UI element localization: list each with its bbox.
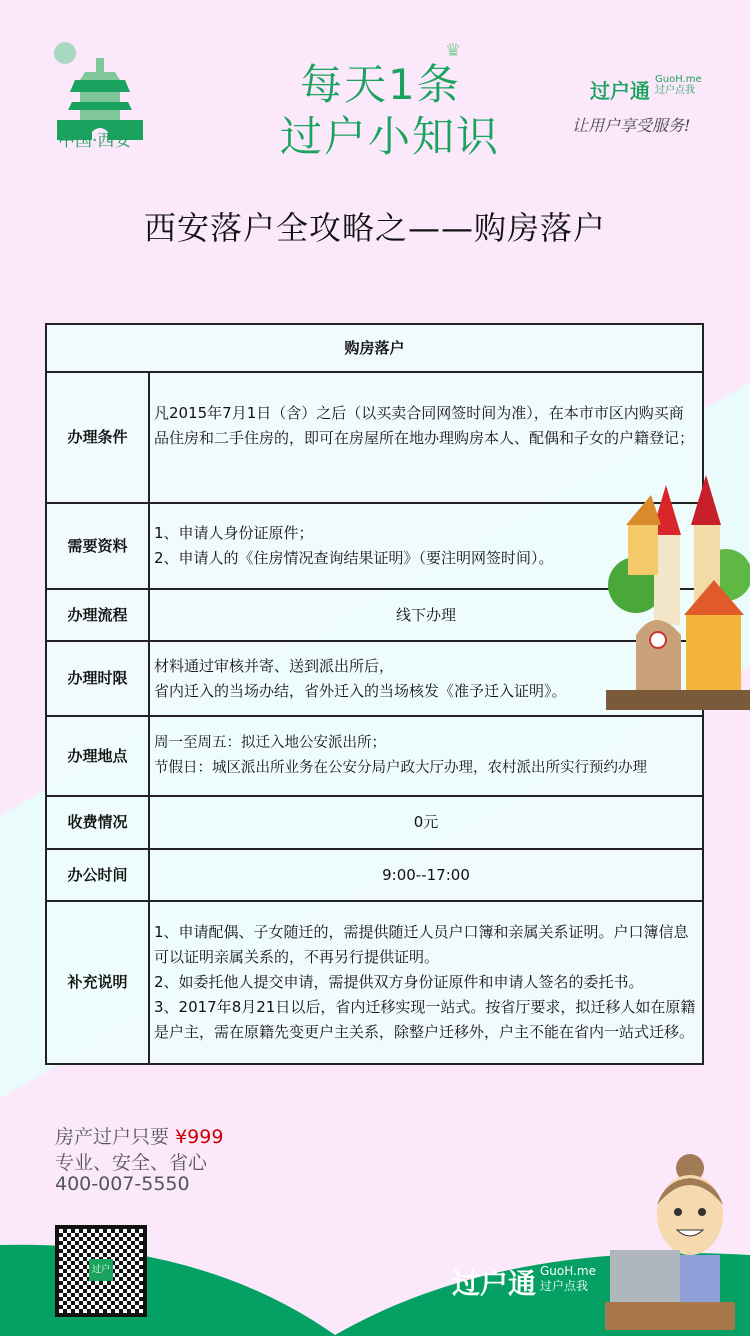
price-label: 房产过户只要 [55,1126,170,1148]
row-value: 省内迁入的当场办结，省外迁入的当场核发《准予迁入证明》。 [154,681,567,700]
table-row [46,796,703,849]
row-value: 节假日：城区派出所业务在公安分局户政大厅办理，农村派出所实行预约办理 [154,760,647,776]
row-label: 办理时限 [46,641,149,716]
row-label: 补充说明 [46,901,149,1064]
city-logo-text: 中国·西安 [58,131,132,151]
row-label: 办理流程 [46,589,149,641]
table-row [46,503,703,589]
row-value: 3、2017年8月21日以后，省内迁移实现一站式。按省厅要求，拟迁移人如在原籍是户主，需在原籍先变更户主关系，除整户迁移外，户主不能在省内一站式迁移。 [154,998,696,1041]
page-title: 西安落户全攻略之——购房落户 [143,209,606,247]
row-value: 9:00--17:00 [149,849,703,901]
table-heading: 购房落户 [46,324,703,372]
brand-sub: 过户点我 [655,85,695,96]
row-label: 办理地点 [46,716,149,796]
table-row [46,849,703,901]
table-row [46,372,703,503]
table-row [46,901,703,1064]
footer-brand-sub-text: 过户点我 [540,1279,589,1293]
row-value: 1、申请配偶、子女随迁的，需提供随迁人员户口簿和亲属关系证明。户口簿信息可以证明亲属关系的，不再另行提供证明。 [154,923,689,966]
row-value: 2、申请人的《住房情况查询结果证明》（要注明网签时间）。 [154,549,554,567]
row-value: 材料通过审核并寄、送到派出所后， [154,656,395,675]
footer-brand-domain: GuoH.me [540,1264,596,1278]
row-label: 办理条件 [46,372,149,503]
price-value: ¥999 [175,1126,224,1148]
qr-label: 过户 [89,1259,113,1281]
brand-domain: GuoH.me [655,74,702,85]
cartoon-town-illustration [606,465,750,715]
table-row [46,589,703,641]
row-value: 凡2015年7月1日（含）之后（以买卖合同网签时间为准），在本市市区内购买商品住房和二手住房的，即可在房屋所在地办理购房本人、配偶和子女的户籍登记； [154,404,695,447]
row-label: 办公时间 [46,849,149,901]
table-row [46,716,703,796]
price-line [55,1122,223,1149]
row-value: 线下办理 [149,589,703,641]
phone-number: 400-007-5550 [55,1173,190,1195]
crown-icon: ♛ [445,40,462,61]
row-label: 需要资料 [46,503,149,589]
slogan-line2: 过户小知识 [280,112,501,161]
brand-logo: 过户通 [590,79,650,103]
row-value: 0元 [149,796,703,849]
slogan-line1: 每天1条 [300,60,461,109]
brand-logo-sub [655,74,702,96]
table-row [46,641,703,716]
features-text: 专业、安全、省心 [55,1152,208,1174]
row-value: 2、如委托他人提交申请，需提供双方身份证原件和申请人签名的委托书。 [154,973,644,991]
row-label: 收费情况 [46,796,149,849]
tagline: 让用户享受服务! [572,116,691,135]
footer-brand-sub [540,1264,596,1294]
footer-brand: 过户通 [452,1267,537,1300]
qr-code[interactable] [55,1225,147,1317]
customer-service-avatar-icon [605,1150,750,1330]
row-value: 1、申请人身份证原件； [154,524,314,542]
row-value: 周一至周五：拟迁入地公安派出所； [154,735,386,751]
